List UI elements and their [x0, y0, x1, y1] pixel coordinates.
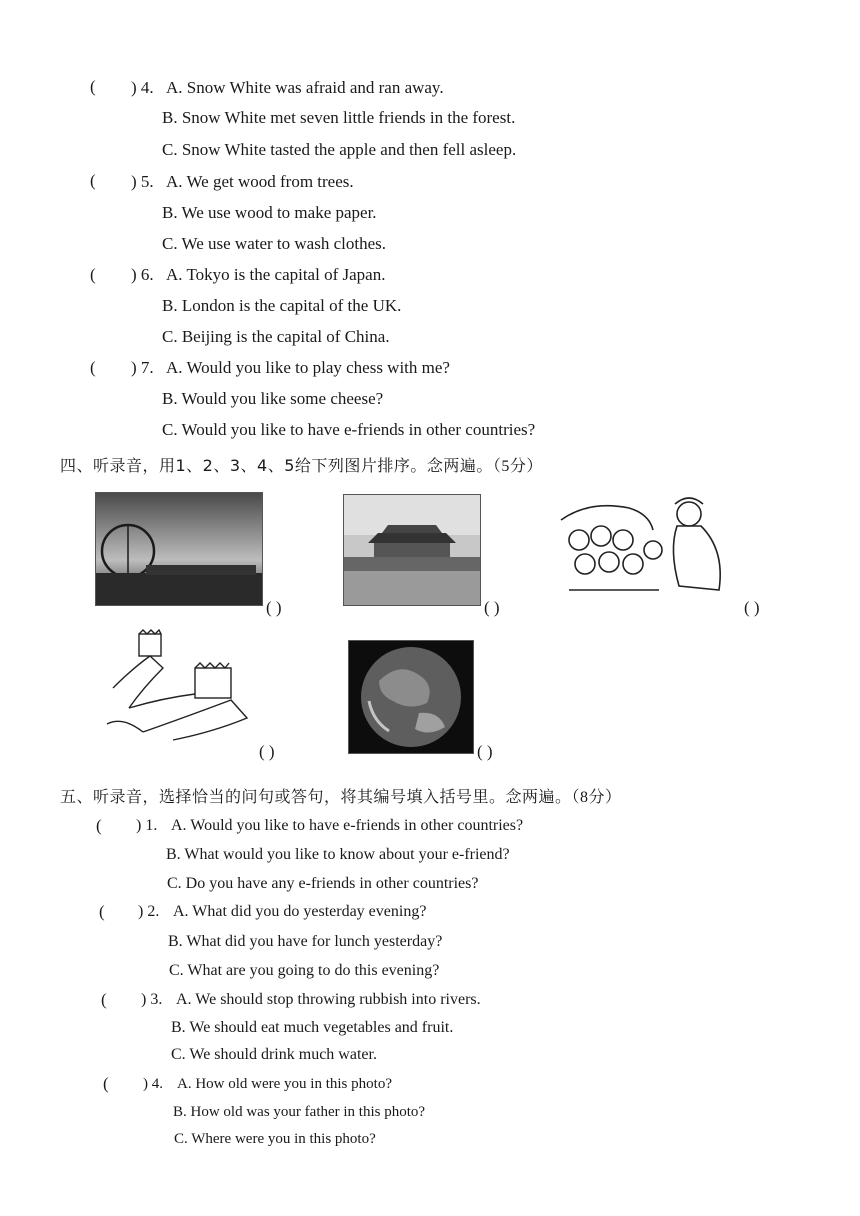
picture-answer-paren: ( ): [744, 598, 760, 617]
section-5-heading: [60, 786, 622, 809]
question-number: ) 7.: [131, 358, 154, 377]
option-c: C. We should drink much water.: [171, 1046, 377, 1063]
picture-answer-paren: ( ): [266, 598, 282, 617]
earth-photo: [348, 640, 474, 754]
section-4-title: 四、听录音，用1、2、3、4、5给下列图片排序。念两遍。: [60, 456, 493, 475]
picture-answer-paren: ( ): [477, 742, 493, 761]
option-c: C. Do you have any e-friends in other countries?: [167, 875, 479, 892]
option-b: B. What would you like to know about your e-friend?: [166, 846, 510, 863]
option-c: C. We use water to wash clothes.: [162, 234, 386, 253]
option-a: A. How old were you in this photo?: [177, 1076, 392, 1092]
option-a: A. We should stop throwing rubbish into rivers.: [176, 991, 481, 1008]
option-b: B. We use wood to make paper.: [162, 203, 377, 222]
answer-paren: (: [90, 171, 96, 190]
option-b: B. Would you like some cheese?: [162, 389, 384, 408]
section-5-score: （8分）: [571, 789, 622, 806]
answer-paren: (: [90, 265, 96, 284]
option-c: C. Snow White tasted the apple and then fell asleep.: [162, 140, 517, 159]
question-number: ) 6.: [131, 265, 154, 284]
question-number: ) 3.: [141, 991, 163, 1008]
option-a: A. Tokyo is the capital of Japan.: [166, 265, 386, 284]
answer-paren: (: [90, 77, 96, 96]
answer-paren: (: [103, 1074, 109, 1093]
answer-paren: (: [90, 358, 96, 377]
option-b: B. What did you have for lunch yesterday?: [168, 933, 443, 950]
question-number: ) 4.: [131, 78, 154, 97]
section-5-title: 五、听录音，选择恰当的问句或答句，将其编号填入括号里。念两遍。: [60, 787, 572, 806]
option-a: A. We get wood from trees.: [166, 172, 354, 191]
option-c: C. Where were you in this photo?: [174, 1131, 376, 1147]
option-a: A. Would you like to have e-friends in other countries?: [171, 817, 524, 834]
option-a: A. What did you do yesterday evening?: [173, 903, 427, 920]
question-number: ) 2.: [138, 903, 160, 920]
option-a: A. Would you like to play chess with me?: [166, 358, 450, 377]
answer-paren: (: [99, 902, 105, 921]
option-b: B. Snow White met seven little friends in the forest.: [162, 108, 516, 127]
question-number: ) 1.: [136, 817, 158, 834]
picture-answer-paren: ( ): [259, 742, 275, 761]
option-b: B. We should eat much vegetables and fruit.: [171, 1019, 454, 1036]
section-4-score: （5分）: [492, 458, 543, 475]
answer-paren: (: [96, 816, 102, 835]
great-wall-drawing: [103, 628, 255, 742]
option-b: B. How old was your father in this photo?: [173, 1104, 426, 1120]
option-c: C. Beijing is the capital of China.: [162, 327, 390, 346]
tiananmen-photo: [343, 494, 481, 606]
option-c: C. Would you like to have e-friends in other countries?: [162, 420, 536, 439]
question-number: ) 4.: [143, 1076, 163, 1092]
section-4-heading: [60, 455, 543, 478]
snow-white-dwarfs-drawing: [549, 490, 737, 602]
london-eye-photo: [95, 492, 263, 606]
question-number: ) 5.: [131, 172, 154, 191]
option-c: C. What are you going to do this evening?: [169, 962, 440, 979]
option-b: B. London is the capital of the UK.: [162, 296, 402, 315]
option-a: A. Snow White was afraid and ran away.: [166, 78, 444, 97]
answer-paren: (: [101, 990, 107, 1009]
picture-answer-paren: ( ): [484, 598, 500, 617]
